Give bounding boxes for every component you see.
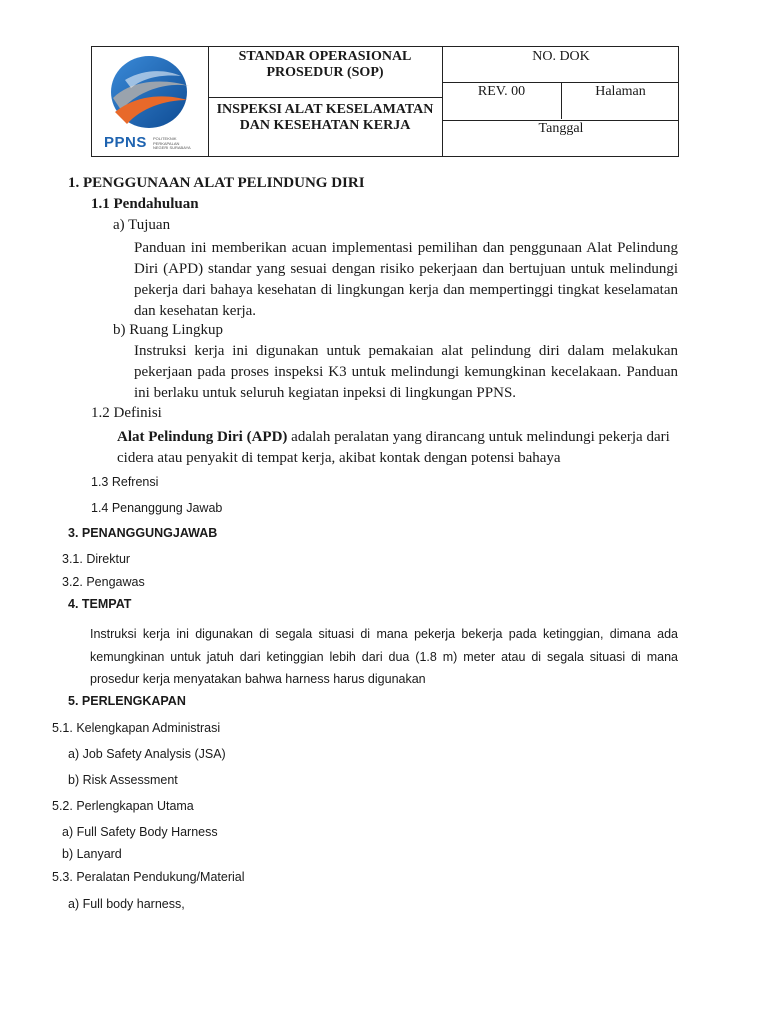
definisi-term: Alat Pelindung Diri (APD) — [117, 429, 288, 445]
tempat-paragraph: Instruksi kerja ini digunakan di segala situasi di mana pekerja bekerja pada ketinggian, dimana ada kemungkinan untuk jatuh dari ketinggian lebih dari dua (1.8 m) meter atau di segala situasi di mana prosedur kerja menyatakan bahwa harness harus digunakan — [90, 627, 678, 686]
no-dok-cell: NO. DOK — [532, 49, 590, 64]
subsection-1-4-heading: 1.4 Penanggung Jawab — [91, 501, 223, 515]
ruang-lingkup-paragraph: Instruksi kerja ini digunakan untuk pemakaian alat pelindung diri dalam melakukan pekerjaan pada proses inspeksi K3 untuk melindungi kemungkinan kecelakaan. Panduan ini berlaku untuk seluruh kegiatan inpeksi di lingkungan PPNS. — [134, 343, 678, 401]
section-5-2-item-a: a) Full Safety Body Harness — [62, 825, 218, 839]
section-5-1-item-a: a) Job Safety Analysis (JSA) — [68, 747, 226, 761]
logo-subtitle: POLITEKNIK PERKAPALAN NEGERI SURABAYA — [153, 136, 191, 150]
halaman-cell: Halaman — [595, 84, 646, 99]
section-5-1-item-b: b) Risk Assessment — [68, 773, 178, 787]
section-5-2-item-b: b) Lanyard — [62, 847, 122, 861]
section-5-heading: 5. PERLENGKAPAN — [68, 694, 186, 708]
tanggal-cell: Tanggal — [538, 121, 584, 136]
rev-cell: REV. 00 — [477, 84, 526, 99]
definisi-paragraph: Alat Pelindung Diri (APD) adalah peralatan yang dirancang untuk melindungi pekerja dari cidera atau penyakit di tempat kerja, akibat kontak dengan potensi bahaya — [117, 429, 670, 466]
section-5-2-heading: 5.2. Perlengkapan Utama — [52, 799, 194, 813]
subsection-1-1-heading: 1.1 Pendahuluan — [91, 196, 199, 212]
item-a-label: a) Tujuan — [113, 217, 171, 233]
subsection-1-2-heading: 1.2 Definisi — [91, 405, 162, 421]
doc-type-title: STANDAR OPERASIONAL PROSEDUR (SOP) — [238, 49, 412, 80]
tujuan-paragraph: Panduan ini memberikan acuan implementasi pemilihan dan penggunaan Alat Pelindung Diri (APD) standar yang sesuai dengan risiko pekerjaan dan bertujuan untuk melindungi pekerja dari bahaya kesehatan di lingkungan kerja dan mempertinggi tingkat keselamatan dan kesehatan kerja. — [134, 240, 678, 319]
section-3-heading: 3. PENANGGUNGJAWAB — [68, 526, 218, 540]
section-5-1-heading: 5.1. Kelengkapan Administrasi — [52, 721, 221, 735]
item-b-label: b) Ruang Lingkup — [113, 322, 223, 338]
subsection-1-3-heading: 1.3 Refrensi — [91, 475, 159, 489]
header-divider — [442, 82, 678, 83]
section-3-item-1: 3.1. Direktur — [62, 552, 131, 566]
logo-wordmark: PPNS — [104, 134, 147, 151]
header-divider — [208, 97, 442, 98]
section-5-3-item-a: a) Full body harness, — [68, 897, 185, 911]
doc-subject: INSPEKSI ALAT KESELAMATAN DAN KESEHATAN KERJA — [216, 102, 434, 133]
section-4-heading: 4. TEMPAT — [68, 597, 132, 611]
section-1-heading: 1. PENGGUNAAN ALAT PELINDUNG DIRI — [68, 175, 365, 191]
section-3-item-2: 3.2. Pengawas — [62, 575, 145, 589]
section-5-3-heading: 5.3. Peralatan Pendukung/Material — [52, 870, 245, 884]
